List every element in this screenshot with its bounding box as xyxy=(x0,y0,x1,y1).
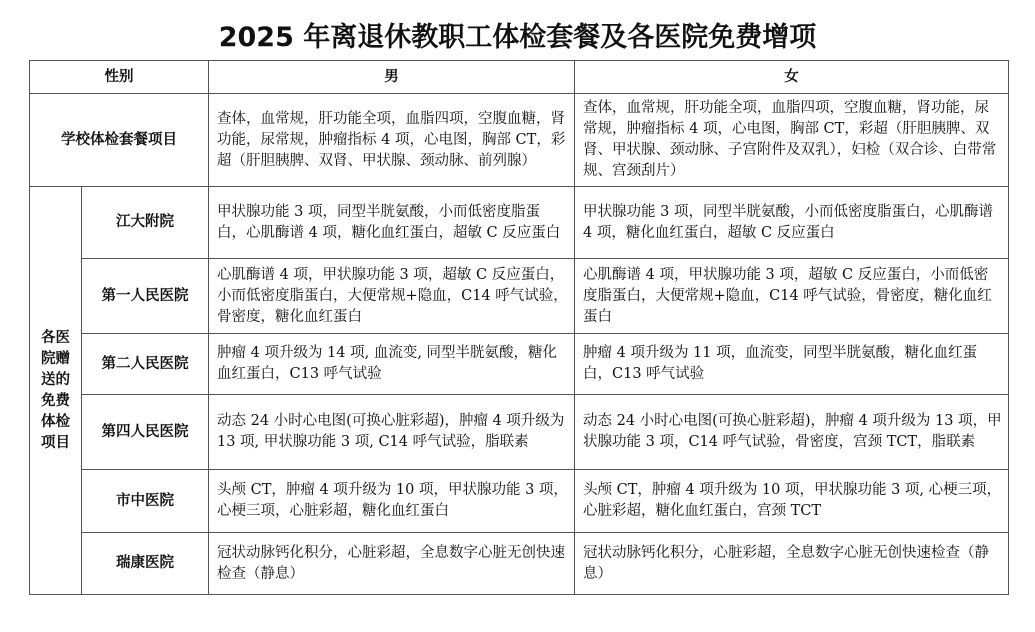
checkup-table xyxy=(29,60,1009,595)
hospital-row xyxy=(30,259,1009,334)
school-package-row xyxy=(30,94,1009,187)
hospital-row xyxy=(30,334,1009,395)
hospital-name: 江大附院 xyxy=(82,187,209,259)
hospital-male-items: 甲状腺功能 3 项，同型半胱氨酸，小而低密度脂蛋白，心肌酶谱 4 项，糖化血红蛋白，超敏 C 反应蛋白 xyxy=(209,187,575,259)
free-items-label-cell xyxy=(30,187,82,595)
hospital-name: 市中医院 xyxy=(82,470,209,533)
hospital-row xyxy=(30,470,1009,533)
hospital-female-items: 头颅 CT，肿瘤 4 项升级为 10 项，甲状腺功能 3 项, 心梗三项，心脏彩超，糖化血红蛋白，宫颈 TCT xyxy=(575,470,1009,533)
hospital-row xyxy=(30,187,1009,259)
hospital-row xyxy=(30,533,1009,595)
document-title: 2025 年离退休教职工体检套餐及各医院免费增项 xyxy=(218,22,817,53)
school-package-label: 学校体检套餐项目 xyxy=(30,94,209,187)
hospital-female-items: 冠状动脉钙化积分，心脏彩超，全息数字心脏无创快速检查（静息） xyxy=(575,533,1009,595)
hospital-female-items: 心肌酶谱 4 项，甲状腺功能 3 项，超敏 C 反应蛋白，小而低密度脂蛋白，大便常规+隐血，C14 呼气试验，骨密度，糖化血红蛋白 xyxy=(575,259,1009,334)
hospital-name: 第四人民医院 xyxy=(82,395,209,470)
hospital-name: 瑞康医院 xyxy=(82,533,209,595)
hospital-male-items: 冠状动脉钙化积分，心脏彩超，全息数字心脏无创快速检查（静息） xyxy=(209,533,575,595)
header-gender: 性别 xyxy=(30,61,209,94)
hospital-male-items: 头颅 CT，肿瘤 4 项升级为 10 项，甲状腺功能 3 项，心梗三项，心脏彩超，糖化血红蛋白 xyxy=(209,470,575,533)
hospital-name: 第二人民医院 xyxy=(82,334,209,395)
free-items-label: 各医院赠送的免费体检项目 xyxy=(41,329,70,451)
header-row xyxy=(30,61,1009,94)
school-package-female: 查体，血常规，肝功能全项，血脂四项，空腹血糖，肾功能，尿常规，肿瘤指标 4 项，心电图，胸部 CT，彩超（肝胆胰脾、双肾、甲状腺、颈动脉、子宫附件及双乳），妇检（双合诊、白带常规、宫颈刮片） xyxy=(575,94,1009,187)
hospital-female-items: 动态 24 小时心电图(可换心脏彩超)，肿瘤 4 项升级为 13 项，甲状腺功能 3 项，C14 呼气试验，骨密度，宫颈 TCT，脂联素 xyxy=(575,395,1009,470)
hospital-male-items: 动态 24 小时心电图(可换心脏彩超)，肿瘤 4 项升级为 13 项, 甲状腺功能 3 项, C14 呼气试验，脂联素 xyxy=(209,395,575,470)
school-package-male: 查体，血常规，肝功能全项，血脂四项，空腹血糖，肾功能，尿常规，肿瘤指标 4 项，心电图，胸部 CT，彩超（肝胆胰脾、双肾、甲状腺、颈动脉、前列腺） xyxy=(209,94,575,187)
hospital-male-items: 肿瘤 4 项升级为 14 项, 血流变, 同型半胱氨酸，糖化血红蛋白，C13 呼气试验 xyxy=(209,334,575,395)
header-male: 男 xyxy=(209,61,575,94)
hospital-female-items: 甲状腺功能 3 项，同型半胱氨酸，小而低密度脂蛋白，心肌酶谱 4 项，糖化血红蛋白，超敏 C 反应蛋白 xyxy=(575,187,1009,259)
hospital-name: 第一人民医院 xyxy=(82,259,209,334)
hospital-male-items: 心肌酶谱 4 项，甲状腺功能 3 项，超敏 C 反应蛋白，小而低密度脂蛋白，大便常规+隐血，C14 呼气试验，骨密度，糖化血红蛋白 xyxy=(209,259,575,334)
hospital-female-items: 肿瘤 4 项升级为 11 项，血流变，同型半胱氨酸，糖化血红蛋白，C13 呼气试验 xyxy=(575,334,1009,395)
hospital-row xyxy=(30,395,1009,470)
header-female: 女 xyxy=(575,61,1009,94)
